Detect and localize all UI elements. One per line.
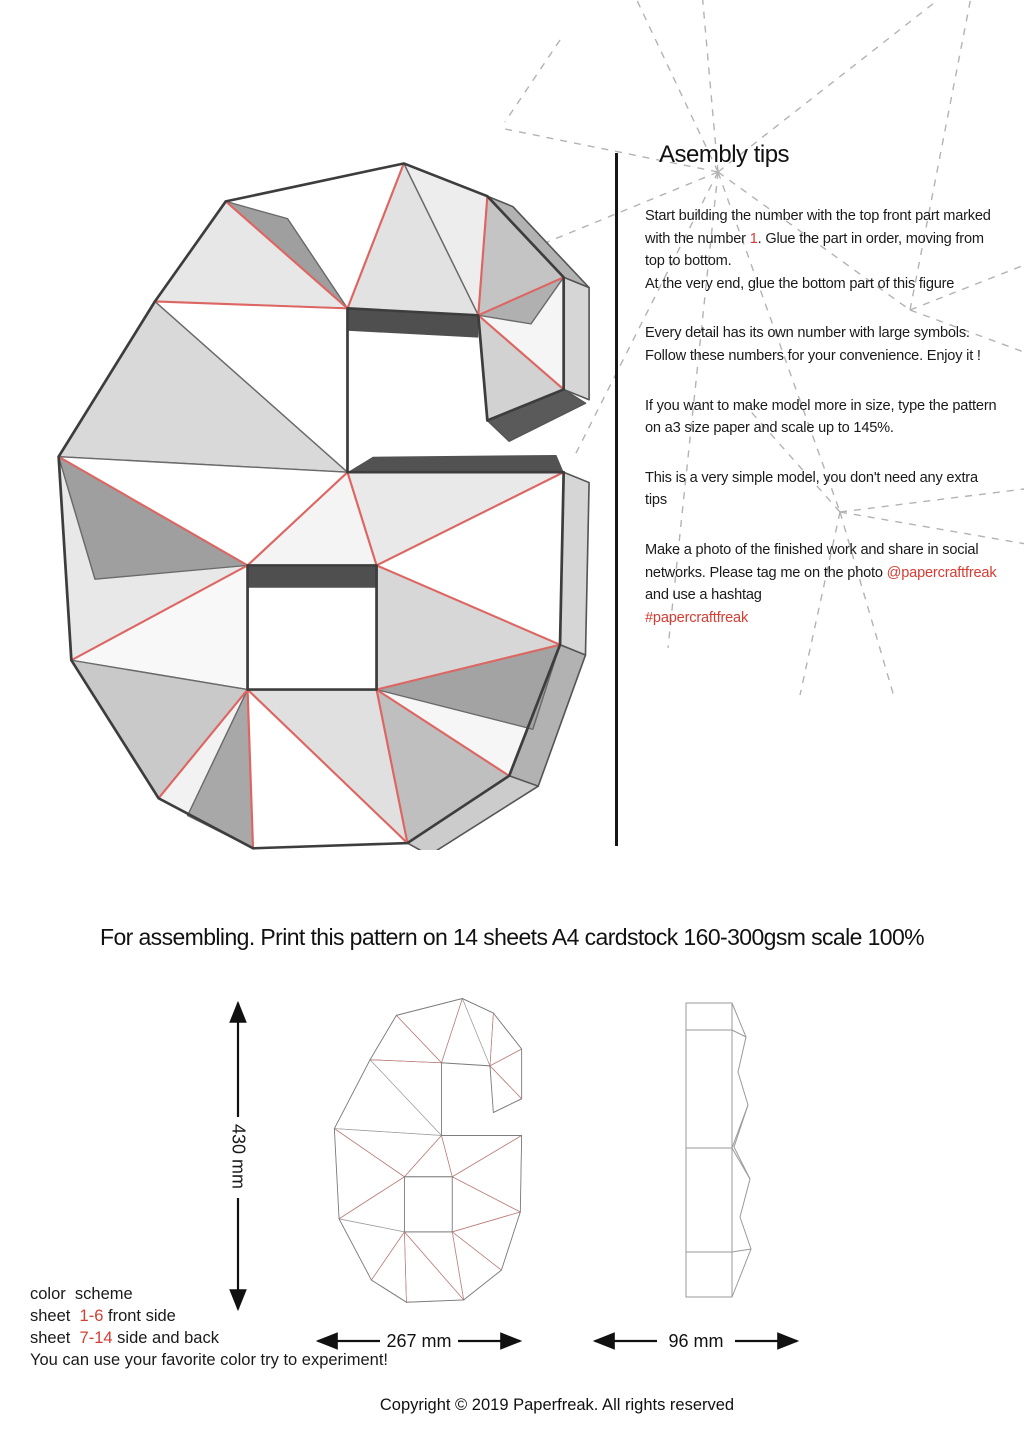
tips-p5-text: Make a photo of the finished work and share in social networks. Please tag me on the photo [645, 542, 979, 581]
width-dimension-label: 267 mm [386, 1331, 452, 1351]
tips-paragraph-3: If you want to make model more in size, type the pattern on a3 size paper and scale up to 145%. [645, 397, 997, 437]
pattern-side-view-wireframe [672, 997, 767, 1302]
number-6-3d-render [55, 160, 600, 850]
step-number-highlight: 1 [749, 230, 758, 247]
social-handle: @papercraftfreak [886, 564, 997, 581]
tips-paragraph-5 [645, 539, 997, 629]
depth-dimension-label: 96 mm [668, 1331, 724, 1351]
vertical-divider [615, 153, 618, 846]
sheet-front-row [30, 1306, 388, 1328]
copyright-line: Copyright © 2019 Paperfreak. All rights reserved [379, 1396, 735, 1414]
front-sheet-desc: front side [103, 1306, 176, 1325]
tips-p1-line2: At the very end, glue the bottom part of this figure [645, 275, 955, 292]
sheet-label: sheet [30, 1306, 80, 1325]
assembly-tips-panel [645, 141, 997, 657]
front-sheet-range: 1-6 [79, 1306, 104, 1325]
tips-title: Asembly tips [659, 141, 790, 168]
pattern-front-view-wireframe [333, 997, 523, 1303]
tips-p5-text2: and use a hashtag [645, 587, 762, 604]
back-sheet-range: 7-14 [79, 1328, 113, 1347]
sheet-label: sheet [30, 1328, 80, 1347]
tips-p1-text: Start building the number with the top front part marked with the number [645, 208, 991, 247]
tips-paragraph-2: Every detail has its own number with large symbols. Follow these numbers for your convenience. Enjoy it ! [645, 325, 981, 365]
color-scheme-block [30, 1284, 388, 1372]
wireframe-red-creases [334, 999, 521, 1303]
tips-p1-text2: . Glue the part in order, moving from top to bottom. [645, 230, 984, 270]
height-dimension-label: 430 mm [228, 1123, 249, 1190]
color-note: You can use your favorite color try to experiment! [30, 1350, 388, 1369]
tips-paragraph-1 [645, 205, 997, 295]
depth-dimension-arrow [585, 1328, 807, 1354]
hashtag: #papercraftfreak [645, 609, 749, 626]
wireframe-hole [404, 1177, 452, 1232]
sheet-back-row [30, 1328, 388, 1350]
tips-paragraph-4: This is a very simple model, you don't need any extra tips [645, 469, 978, 509]
back-sheet-desc: side and back [112, 1328, 219, 1347]
color-scheme-title: color scheme [30, 1285, 133, 1303]
print-instructions: For assembling. Print this pattern on 14 sheets A4 cardstock 160-300gsm scale 100% [100, 924, 924, 950]
